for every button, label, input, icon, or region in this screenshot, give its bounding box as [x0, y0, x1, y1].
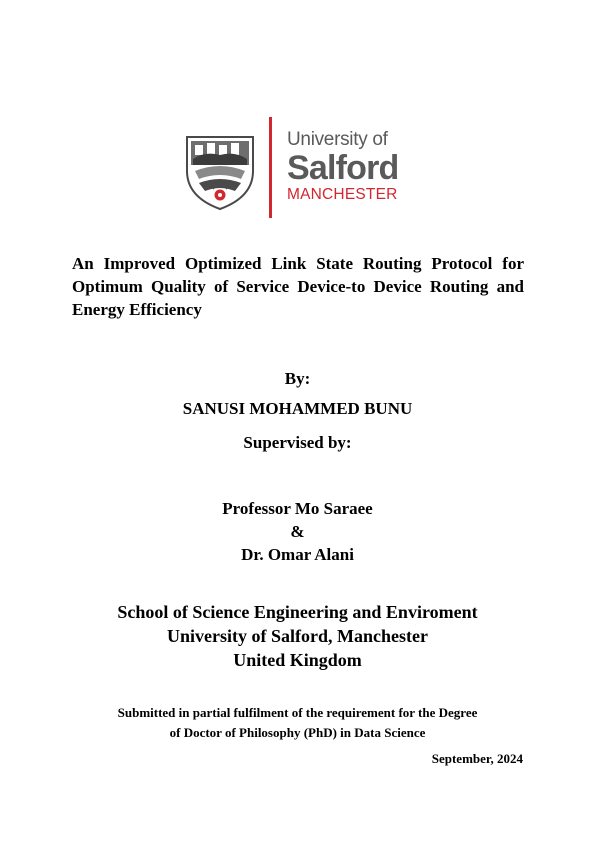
- submission-statement-line2: of Doctor of Philosophy (PhD) in Data Science: [169, 725, 426, 740]
- logo-divider: [269, 117, 272, 218]
- by-label: By:: [284, 369, 311, 388]
- author-name: SANUSI MOHAMMED BUNU: [182, 399, 413, 418]
- supervised-label: Supervised by:: [243, 433, 352, 452]
- school-name: School of Science Engineering and Enviroment: [117, 602, 478, 622]
- logo-line-manchester: MANCHESTER: [287, 186, 398, 203]
- university-logo: [185, 117, 415, 219]
- submission-statement-line1: Submitted in partial fulfilment of the requirement for the Degree: [117, 705, 478, 720]
- thesis-title: An Improved Optimized Link State Routing Protocol for Optimum Quality of Service Device-to Device Routing and Energy Efficiency: [72, 254, 524, 319]
- logo-line-university-of: University of: [287, 129, 388, 150]
- submission-date: September, 2024: [431, 751, 523, 766]
- supervisor-first: Professor Mo Saraee: [222, 499, 373, 518]
- supervisor-separator: &: [290, 522, 305, 541]
- logo-line-salford: Salford: [287, 149, 399, 187]
- supervisor-second: Dr. Omar Alani: [241, 545, 354, 564]
- country-name: United Kingdom: [233, 650, 362, 670]
- university-name: University of Salford, Manchester: [167, 626, 428, 646]
- university-crest-icon: [185, 131, 255, 211]
- logo-wordmark: [287, 129, 417, 204]
